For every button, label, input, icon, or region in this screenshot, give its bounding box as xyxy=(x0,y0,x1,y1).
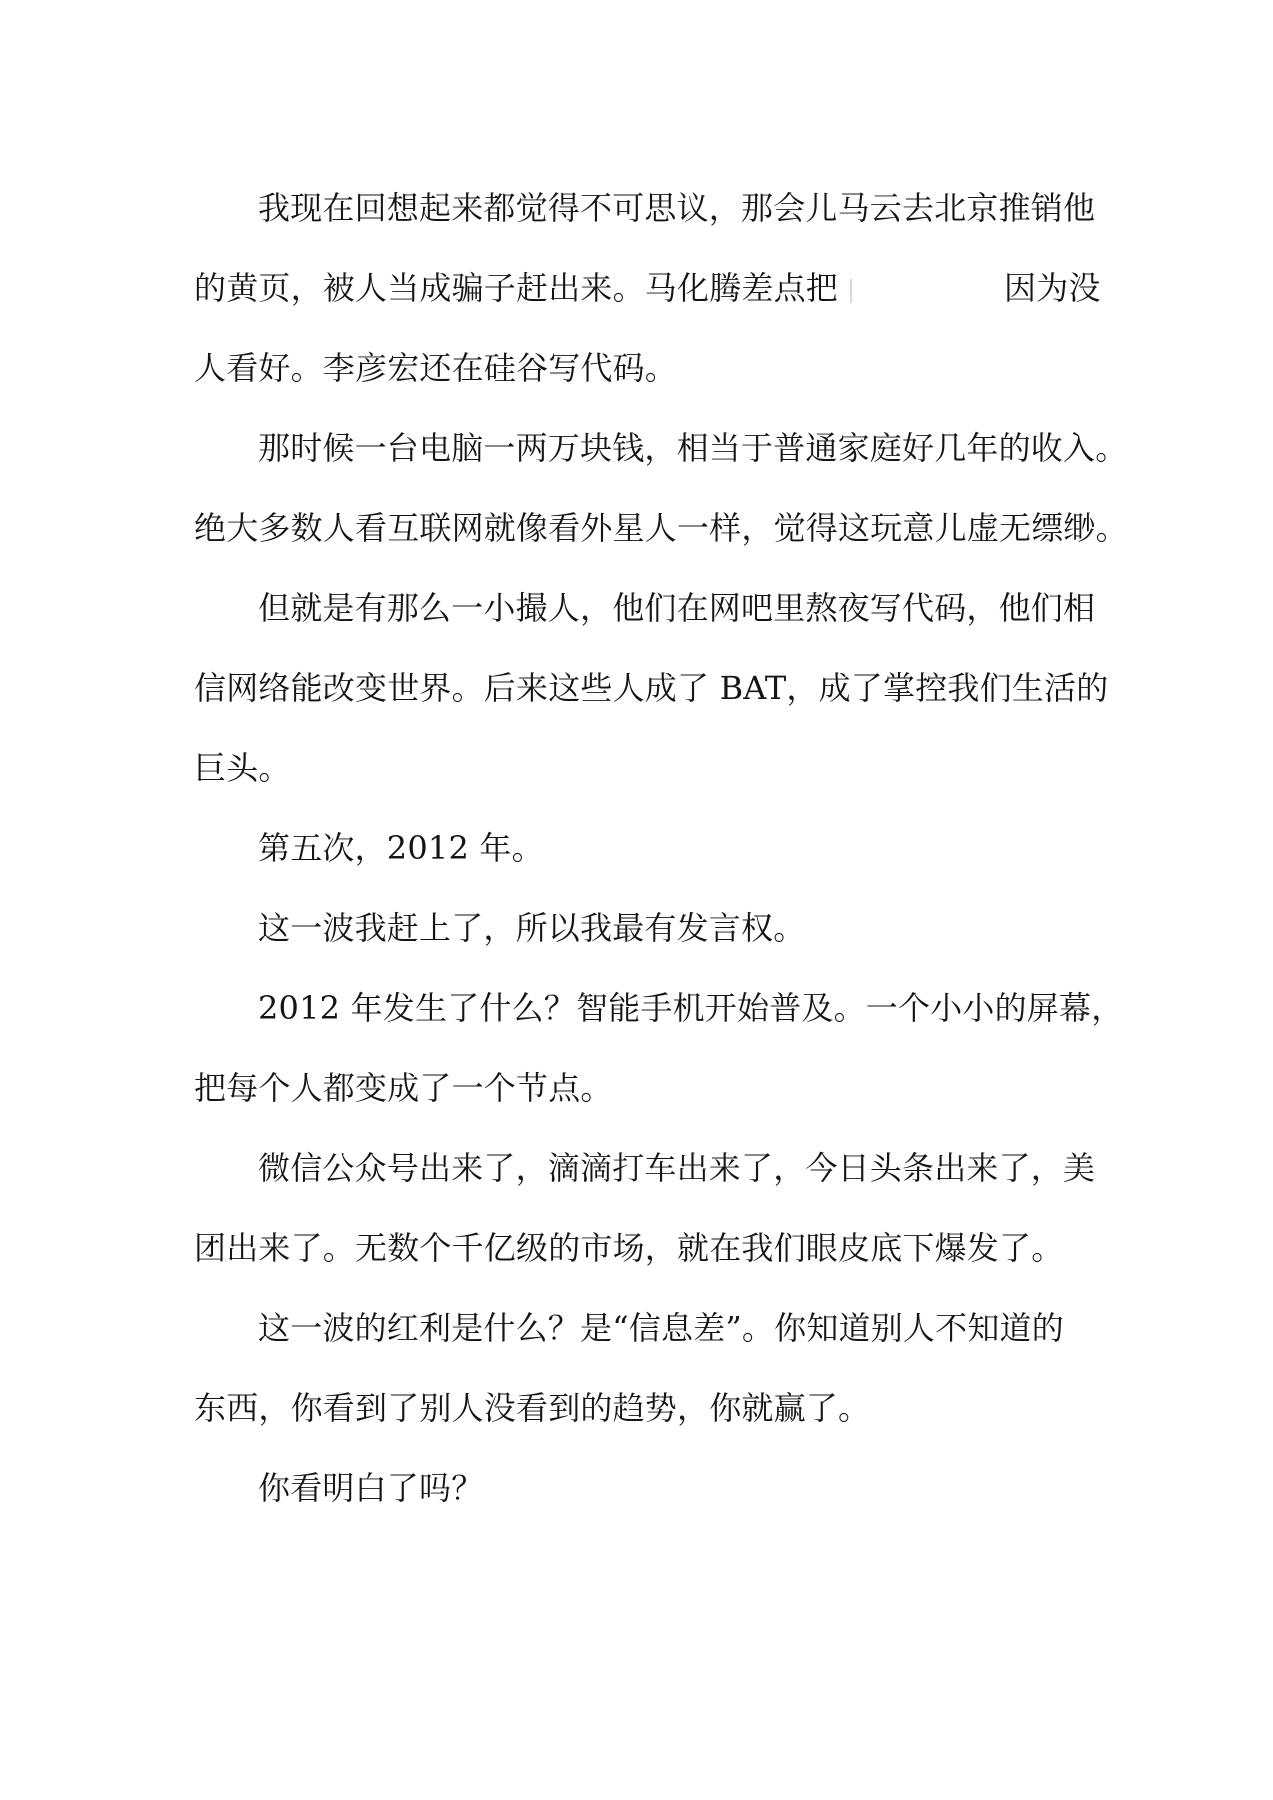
text-line: 团出来了。无数个千亿级的市场，就在我们眼皮底下爆发了。 xyxy=(194,1229,1064,1267)
text-line: 巨头。 xyxy=(194,749,291,787)
text-line: 把每个人都变成了一个节点。 xyxy=(194,1069,613,1107)
paragraph xyxy=(194,1128,1094,1288)
document-body xyxy=(194,168,1128,1528)
text-line: 人看好。李彦宏还在硅谷写代码。 xyxy=(194,349,678,387)
text-line: 你看明白了吗？ xyxy=(258,1469,484,1507)
paragraph xyxy=(194,168,1101,408)
text-line: 那时候一台电脑一两万块钱，相当于普通家庭好几年的收入。 xyxy=(258,429,1128,467)
paragraph xyxy=(194,888,1094,968)
text-fragment: 因为没 xyxy=(1004,269,1101,307)
redaction-mark xyxy=(850,279,852,303)
text-line xyxy=(194,248,1101,328)
text-line: 第五次，2012 年。 xyxy=(258,829,544,867)
text-line: 但就是有那么一小撮人，他们在网吧里熬夜写代码，他们相 xyxy=(258,589,1096,627)
paragraph xyxy=(194,968,1124,1128)
paragraph xyxy=(194,1448,1094,1528)
text-line: 绝大多数人看互联网就像看外星人一样，觉得这玩意儿虚无缥缈。 xyxy=(194,509,1128,547)
text-line: 这一波的红利是什么？是“信息差”。你知道别人不知道的 xyxy=(258,1309,1064,1347)
paragraph xyxy=(194,568,1109,808)
text-line: 信网络能改变世界。后来这些人成了 BAT，成了掌控我们生活的 xyxy=(194,669,1109,707)
redacted-gap xyxy=(862,298,1004,299)
text-line: 这一波我赶上了，所以我最有发言权。 xyxy=(258,909,806,947)
paragraph xyxy=(194,408,1128,568)
text-line: 2012 年发生了什么？智能手机开始普及。一个小小的屏幕， xyxy=(258,989,1124,1027)
paragraph xyxy=(194,1288,1094,1448)
text-line: 微信公众号出来了，滴滴打车出来了，今日头条出来了，美 xyxy=(258,1149,1096,1187)
paragraph xyxy=(194,808,1094,888)
text-fragment: 的黄页，被人当成骗子赶出来。马化腾差点把 xyxy=(194,269,839,307)
text-line: 东西，你看到了别人没看到的趋势，你就赢了。 xyxy=(194,1389,871,1427)
text-line: 我现在回想起来都觉得不可思议，那会儿马云去北京推销他 xyxy=(258,189,1096,227)
